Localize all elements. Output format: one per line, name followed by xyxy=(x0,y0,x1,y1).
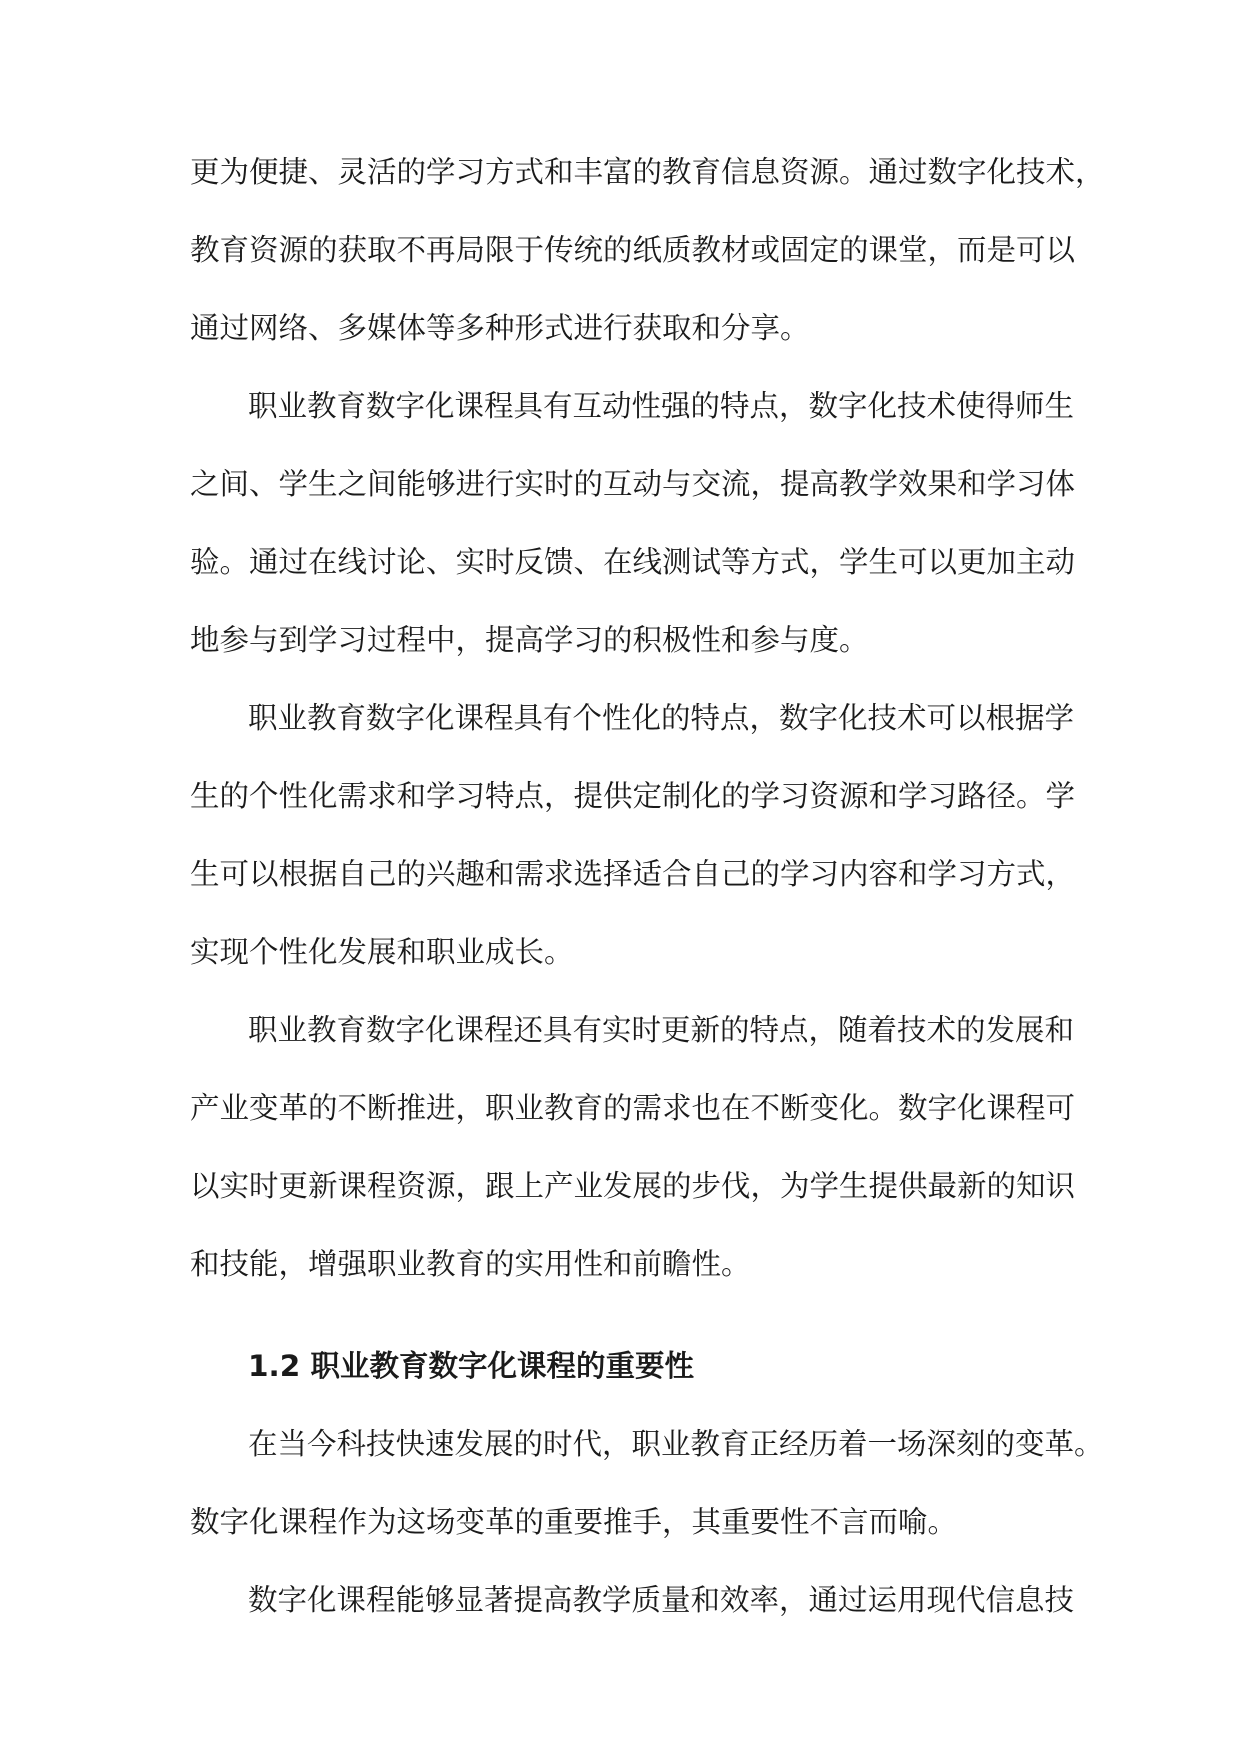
section-heading: 1.2 职业教育数字化课程的重要性 xyxy=(248,1349,695,1383)
text-line: 通过网络、多媒体等多种形式进行获取和分享。 xyxy=(190,311,810,345)
text-line: 在当今科技快速发展的时代，职业教育正经历着一场深刻的变革。 xyxy=(248,1427,1104,1461)
paragraph-quality-efficiency xyxy=(190,1576,1075,1654)
section-spacer xyxy=(190,1318,1060,1342)
text-line: 以实时更新课程资源，跟上产业发展的步伐，为学生提供最新的知识 xyxy=(190,1169,1076,1203)
text-line: 职业教育数字化课程具有互动性强的特点，数字化技术使得师生 xyxy=(248,389,1075,423)
text-line: 职业教育数字化课程具有个性化的特点，数字化技术可以根据学 xyxy=(248,701,1075,735)
text-line: 产业变革的不断推进，职业教育的需求也在不断变化。数字化课程可 xyxy=(190,1091,1076,1125)
paragraph-personalization xyxy=(190,694,1076,1006)
text-line: 之间、学生之间能够进行实时的互动与交流，提高教学效果和学习体 xyxy=(190,467,1076,501)
text-line: 实现个性化发展和职业成长。 xyxy=(190,935,574,969)
text-line: 职业教育数字化课程还具有实时更新的特点，随着技术的发展和 xyxy=(248,1013,1075,1047)
text-line: 生可以根据自己的兴趣和需求选择适合自己的学习内容和学习方式， xyxy=(190,857,1076,891)
text-line: 地参与到学习过程中，提高学习的积极性和参与度。 xyxy=(190,623,869,657)
text-line: 生的个性化需求和学习特点，提供定制化的学习资源和学习路径。学 xyxy=(190,779,1076,813)
paragraph-resources xyxy=(190,148,1105,382)
text-line: 更为便捷、灵活的学习方式和丰富的教育信息资源。通过数字化技术， xyxy=(190,155,1105,189)
text-line: 验。通过在线讨论、实时反馈、在线测试等方式，学生可以更加主动 xyxy=(190,545,1076,579)
document-page xyxy=(190,148,1105,1654)
text-line: 教育资源的获取不再局限于传统的纸质教材或固定的课堂，而是可以 xyxy=(190,233,1076,267)
paragraph-realtime-updates xyxy=(190,1006,1076,1318)
text-line: 数字化课程能够显著提高教学质量和效率，通过运用现代信息技 xyxy=(248,1583,1075,1617)
paragraph-era-of-change xyxy=(190,1420,1104,1576)
paragraph-interactivity xyxy=(190,382,1076,694)
text-line: 数字化课程作为这场变革的重要推手，其重要性不言而喻。 xyxy=(190,1505,958,1539)
text-line: 和技能，增强职业教育的实用性和前瞻性。 xyxy=(190,1247,751,1281)
